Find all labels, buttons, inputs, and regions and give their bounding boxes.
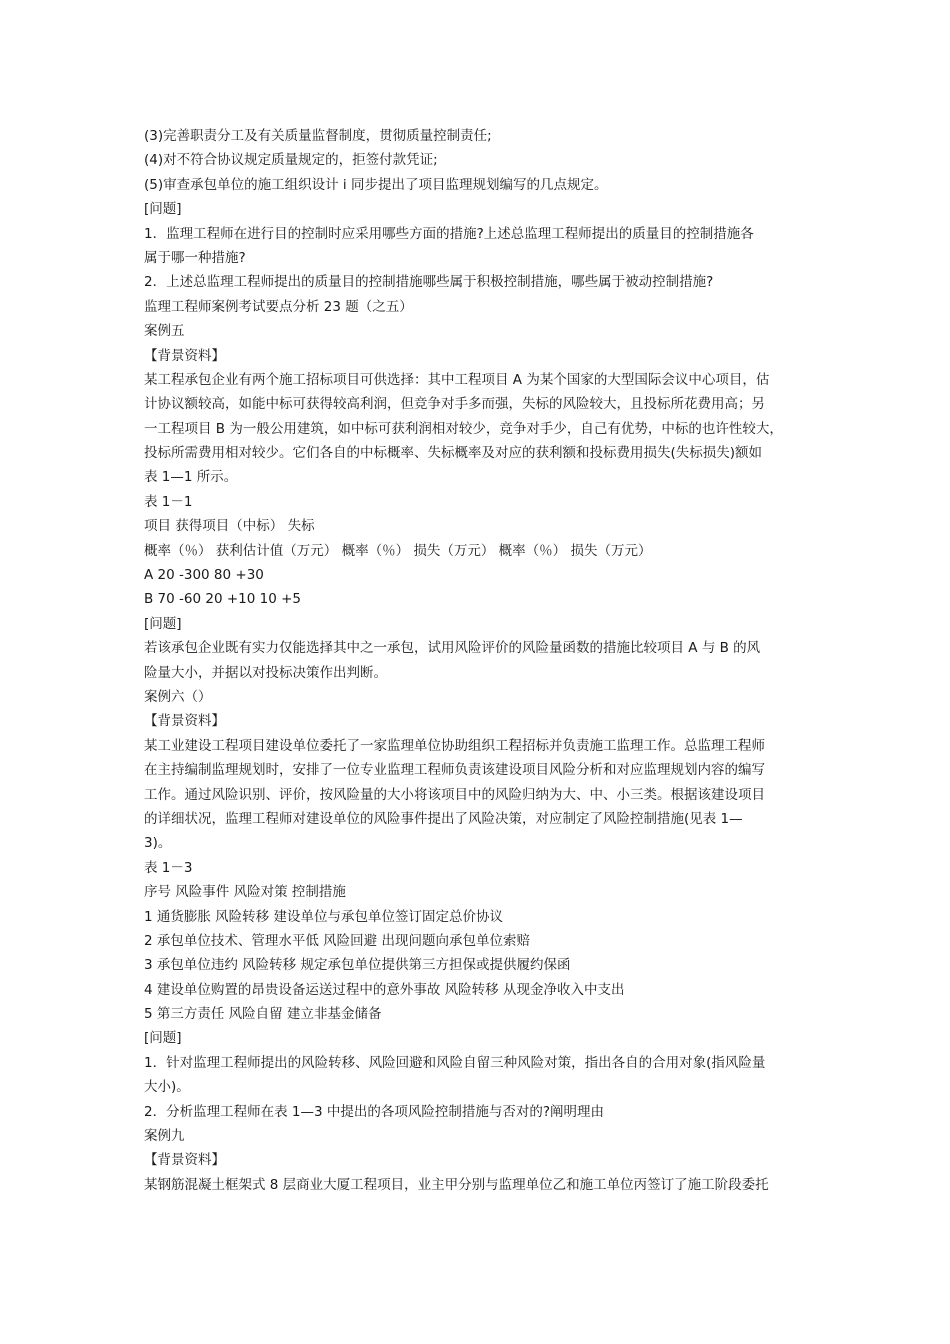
text-line: 工作。通过风险识别、评价，按风险量的大小将该项目中的风险归纳为大、中、小三类。根据该建设项目 <box>144 786 765 803</box>
table-caption: 表 1－1 <box>144 493 193 510</box>
table-row: 项目 获得项目（中标） 失标 <box>144 518 315 535</box>
text-line: 1．针对监理工程师提出的风险转移、风险回避和风险自留三种风险对策，指出各自的合用对象(指风险量 <box>144 1054 766 1071</box>
text-line: 表 1—1 所示。 <box>144 469 238 486</box>
text-line: 2．分析监理工程师在表 1—3 中提出的各项风险控制措施与否对的?阐明理由 <box>144 1103 605 1120</box>
text-line: 计协议额较高，如能中标可获得较高利润，但竞争对手多而强，失标的风险较大，且投标所花费用高；另 <box>144 396 765 413</box>
question-heading: [问题] <box>144 1030 182 1047</box>
table-row: 4 建设单位购置的昂贵设备运送过程中的意外事故 风险转移 从现金净收入中支出 <box>144 981 625 998</box>
text-line: 一工程项目 B 为一般公用建筑，如中标可获利润相对较少，竞争对手少，自己有优势，中标的也许性较大， <box>144 420 783 437</box>
text-line: 若该承包企业既有实力仅能选择其中之一承包，试用风险评价的风险量函数的措施比较项目 A 与 B 的风 <box>144 640 761 657</box>
text-line: 某钢筋混凝土框架式 8 层商业大厦工程项目，业主甲分别与监理单位乙和施工单位丙签订了施工阶段委托 <box>144 1176 769 1193</box>
text-line: 在主持编制监理规划时，安排了一位专业监理工程师负责该建设项目风险分析和对应监理规划内容的编写 <box>144 762 765 779</box>
table-row: 序号 风险事件 风险对策 控制措施 <box>144 884 346 901</box>
section-title: 监理工程师案例考试要点分析 23 题（之五） <box>144 298 413 315</box>
table-row: 5 第三方责任 风险自留 建立非基金储备 <box>144 1006 382 1023</box>
question-heading: [问题] <box>144 201 182 218</box>
table-caption: 表 1－3 <box>144 859 193 876</box>
text-line: 险量大小，并据以对投标决策作出判断。 <box>144 664 387 681</box>
background-heading: 【背景资料】 <box>144 1152 225 1169</box>
table-row: B 70 -60 20 +10 10 +5 <box>144 591 301 608</box>
table-row: 2 承包单位技术、管理水平低 风险回避 出现问题向承包单位索赔 <box>144 932 530 949</box>
text-line: 2．上述总监理工程师提出的质量目的控制措施哪些属于积极控制措施，哪些属于被动控制措施? <box>144 274 714 291</box>
background-heading: 【背景资料】 <box>144 713 225 730</box>
background-heading: 【背景资料】 <box>144 347 225 364</box>
text-line: 某工业建设工程项目建设单位委托了一家监理单位协助组织工程招标并负责施工监理工作。总监理工程师 <box>144 737 765 754</box>
text-line: (5)审查承包单位的施工组织设计 i 同步提出了项目监理规划编写的几点规定。 <box>144 176 608 193</box>
text-line: 1．监理工程师在进行目的控制时应采用哪些方面的措施?上述总监理工程师提出的质量目的控制措施各 <box>144 225 754 242</box>
text-line: 属于哪一种措施? <box>144 249 246 266</box>
table-row: 概率（％） 获利估计值（万元） 概率（％） 损失（万元） 概率（％） 损失（万元） <box>144 542 652 559</box>
case-heading: 案例六（） <box>144 688 212 705</box>
text-line: 大小)。 <box>144 1079 190 1096</box>
document-body <box>144 124 820 1197</box>
text-line: 投标所需费用相对较少。它们各自的中标概率、失标概率及对应的获利额和投标费用损失(失标损失)额如 <box>144 445 763 462</box>
table-row: 3 承包单位违约 风险转移 规定承包单位提供第三方担保或提供履约保函 <box>144 957 571 974</box>
case-heading: 案例五 <box>144 323 185 340</box>
text-line: (3)完善职责分工及有关质量监督制度，贯彻质量控制责任; <box>144 128 492 144</box>
text-line: 的详细状况，监理工程师对建设单位的风险事件提出了风险决策，对应制定了风险控制措施(见表 1— <box>144 810 743 827</box>
table-row: 1 通货膨胀 风险转移 建设单位与承包单位签订固定总价协议 <box>144 908 503 925</box>
table-row: A 20 -300 80 +30 <box>144 567 264 584</box>
text-line: (4)对不符合协议规定质量规定的，拒签付款凭证; <box>144 152 438 169</box>
case-heading: 案例九 <box>144 1128 185 1145</box>
text-line: 3)。 <box>144 835 172 852</box>
text-line: 某工程承包企业有两个施工招标项目可供选择：其中工程项目 A 为某个国家的大型国际会议中心项目，估 <box>144 371 770 388</box>
question-heading: [问题] <box>144 615 182 632</box>
